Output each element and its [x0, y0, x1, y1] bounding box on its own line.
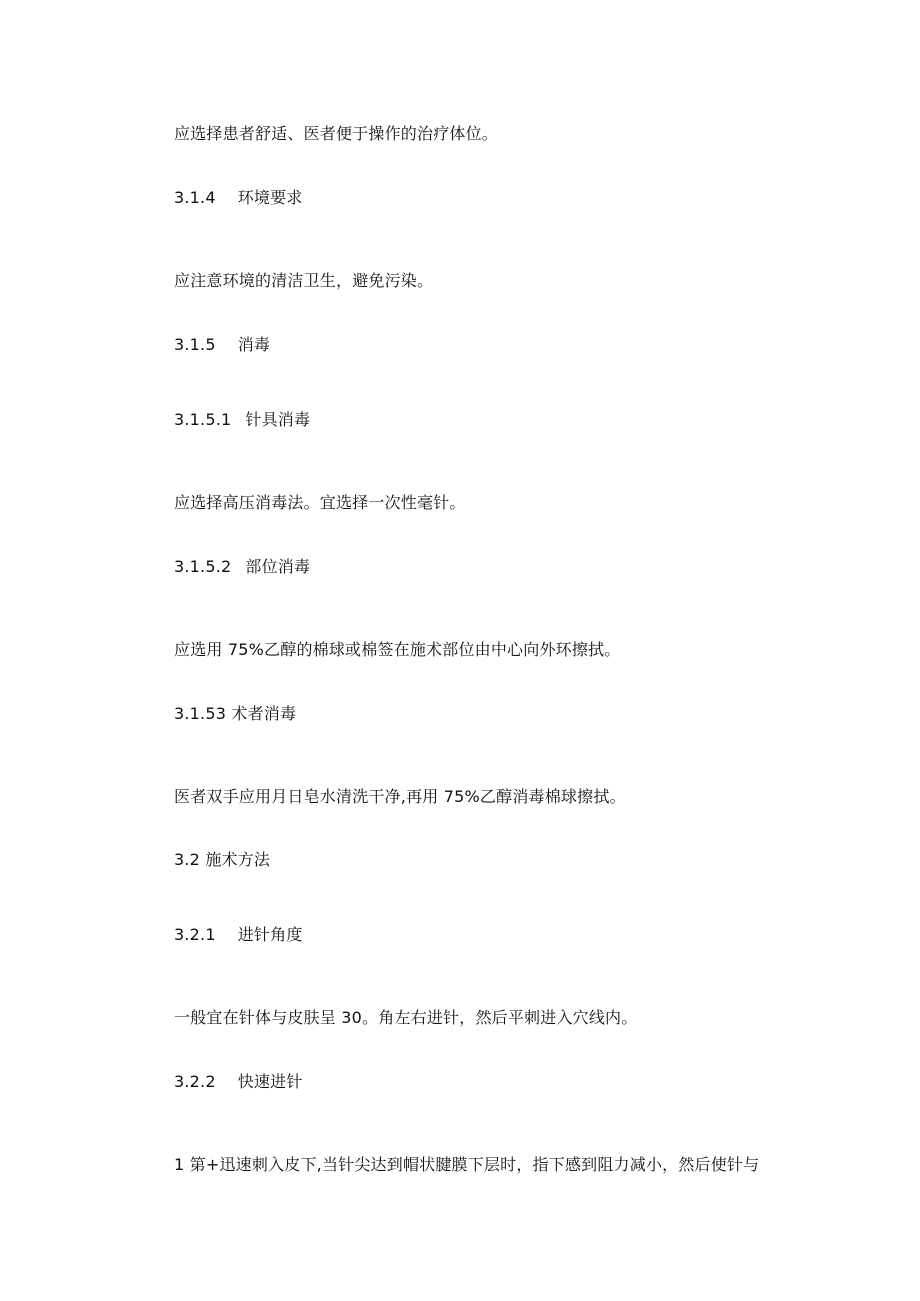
- section-number: 3.1.5.1: [174, 410, 232, 429]
- section-title: 针具消毒: [245, 410, 311, 429]
- section-title: 快速进针: [237, 1072, 303, 1091]
- paragraph-text: 一般宜在针体与皮肤呈 30。角左右进针，然后平刺进入穴线内。: [174, 1008, 638, 1027]
- section-number: 3.1.5: [174, 335, 216, 354]
- section-number: 3.1.5.2: [174, 557, 232, 576]
- paragraph-text: 应注意环境的清洁卫生，避免污染。: [174, 271, 434, 290]
- heading-3-1-5-1: [174, 409, 310, 431]
- paragraph-text: 应选用 75%乙醇的棉球或棉签在施术部位由中心向外环擦拭。: [174, 640, 621, 659]
- heading-3-1-5-2: [174, 556, 310, 578]
- section-title: 消毒: [237, 335, 271, 354]
- heading-3-1-5: [174, 334, 270, 356]
- heading-3-1-53: [174, 703, 296, 725]
- heading-3-2: [174, 849, 270, 871]
- section-number: 3.2.1: [174, 925, 216, 944]
- paragraph-text: 1 第+迅速刺入皮下,当针尖达到帽状腱膜下层时，指下感到阻力减小，然后使针与: [174, 1155, 760, 1174]
- section-number: 3.1.4: [174, 188, 216, 207]
- heading-3-1-4: [174, 187, 303, 209]
- paragraph-practitioner-disinfection: [174, 786, 626, 808]
- section-title: 进针角度: [237, 925, 303, 944]
- section-title: 环境要求: [237, 188, 303, 207]
- heading-3-2-1: [174, 924, 303, 946]
- section-title: 3.2 施术方法: [174, 850, 271, 869]
- section-number: 3.2.2: [174, 1072, 216, 1091]
- paragraph-treatment-position: [174, 123, 498, 145]
- paragraph-needle-disinfection: [174, 492, 466, 514]
- paragraph-environment: [174, 270, 433, 292]
- section-title: 3.1.53 术者消毒: [174, 704, 297, 723]
- section-title: 部位消毒: [245, 557, 311, 576]
- heading-3-2-2: [174, 1071, 303, 1093]
- paragraph-text: 应选择高压消毒法。宜选择一次性毫针。: [174, 493, 466, 512]
- paragraph-site-disinfection: [174, 639, 620, 661]
- paragraph-text: 应选择患者舒适、医者便于操作的治疗体位。: [174, 124, 499, 143]
- paragraph-fast-insertion: [174, 1154, 759, 1176]
- paragraph-needle-angle: [174, 1007, 637, 1029]
- paragraph-text: 医者双手应用月日皂水清洗干净,再用 75%乙醇消毒棉球擦拭。: [174, 787, 626, 806]
